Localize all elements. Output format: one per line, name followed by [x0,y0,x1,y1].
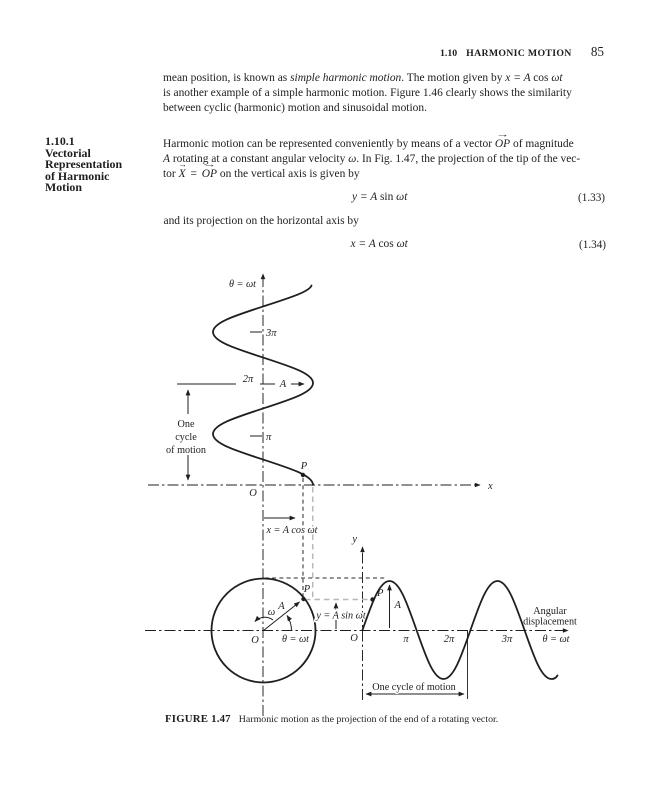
y-axis-label: y [352,534,357,545]
label-3pi: 3π [266,328,277,339]
top-axis-label: θ = ωt [229,279,256,290]
one-cycle-wave-label: One cycle of motion [372,682,456,693]
label-amplitude-wave: A [394,600,401,611]
equals-sign: = [187,168,200,181]
wave-tick-3pi: 3π [501,634,513,645]
var-a: A [163,153,170,166]
figure-caption-text: Harmonic motion as the projection of the end of a rotating vector. [238,714,499,725]
intro-math-fn: cos [533,72,549,84]
one-cycle-label-line1: One [177,419,195,430]
wave-axis-label: θ = ωt [542,634,570,645]
theta-angle-arc [287,616,292,631]
body-line-1-text: Harmonic motion can be represented conveniently by means of a vector [163,138,495,150]
equation-1-33-number: (1.33) [578,192,606,204]
label-pi: π [266,432,272,443]
angular-displacement-label-line2: displacement [523,616,577,628]
intro-line-1-text2: . The motion given by [401,72,506,84]
point-p-top [301,473,305,477]
intro-line-1-text: mean position, is known as [163,72,291,84]
label-p-wave: P [377,588,384,599]
label-theta: θ = ωt [282,634,309,645]
equation-1-34-number: (1.34) [579,239,607,251]
horizontal-sinusoid-curve [363,581,558,679]
wave-tick-2pi: 2π [443,634,455,645]
label-2pi: 2π [242,374,254,385]
one-cycle-label-line3: of motion [166,445,206,456]
origin-wave: O [350,633,358,644]
figure-caption [165,713,498,725]
intro-line-3: between cyclic (harmonic) motion and sinusoidal motion. [163,102,427,115]
origin-circle: O [251,635,259,646]
x-projection-label: x = A cos ωt [266,525,318,536]
between-equations-text: and its projection on the horizontal axis by [163,214,359,227]
body-line-2-text2: . In Fig. 1.47, the projection of the tip of the vec- [356,153,581,166]
body-line-2-text: rotating at a constant angular velocity [170,153,349,166]
eq2-fn: cos [378,237,394,250]
intro-math-end: ωt [548,72,563,84]
angular-displacement-label-line1: Angular [533,606,567,617]
intro-line-1-italic: simple harmonic motion [290,72,402,84]
intro-math-var: x = A [505,72,534,84]
eq1-lhs: y = A [352,190,380,203]
eq2-arg: ωt [393,237,408,250]
body-line-3-text: tor [163,168,179,181]
x-axis-label: x [488,481,493,492]
label-amplitude-circle: A [278,601,285,612]
label-amplitude-top: A [279,379,287,390]
point-p-circle [301,597,305,601]
var-omega: ω [348,153,357,166]
section-heading-line: Vectorial [45,145,91,160]
body-line-3-text2: on the vertical axis is given by [217,168,360,181]
label-p-top: P [300,461,308,472]
section-heading-number: 1.10.1 [45,134,75,148]
figure-caption-tag: FIGURE 1.47 [165,713,231,725]
body-line-1-text2: of magnitude [510,138,574,150]
section-heading-line: Motion [45,180,82,195]
running-head-section-number: 1.10 [440,48,458,59]
wave-tick-pi: π [403,634,409,645]
eq1-arg: ωt [393,190,408,203]
one-cycle-label-line2: cycle [175,432,197,443]
intro-line-2: is another example of a simple harmonic motion. Figure 1.46 clearly shows the similarity [163,87,572,100]
page-number: 85 [590,44,604,59]
origin-top: O [249,488,257,499]
label-p-circle: P [303,584,311,595]
eq1-fn: sin [379,190,394,203]
label-omega: ω [267,607,276,618]
vector-op-symbol: OP → [495,137,510,152]
section-heading-line: of Harmonic [45,168,110,183]
running-head-section-title: HARMONIC MOTION [466,48,572,59]
vector-op-symbol: OP → [202,167,217,182]
eq2-lhs: x = A [350,237,379,250]
point-p-wave [370,597,374,601]
vector-x-symbol: X → [179,167,186,182]
y-projection-label: y = A sin ωt [316,610,366,622]
section-heading-line: Representation [45,157,123,172]
